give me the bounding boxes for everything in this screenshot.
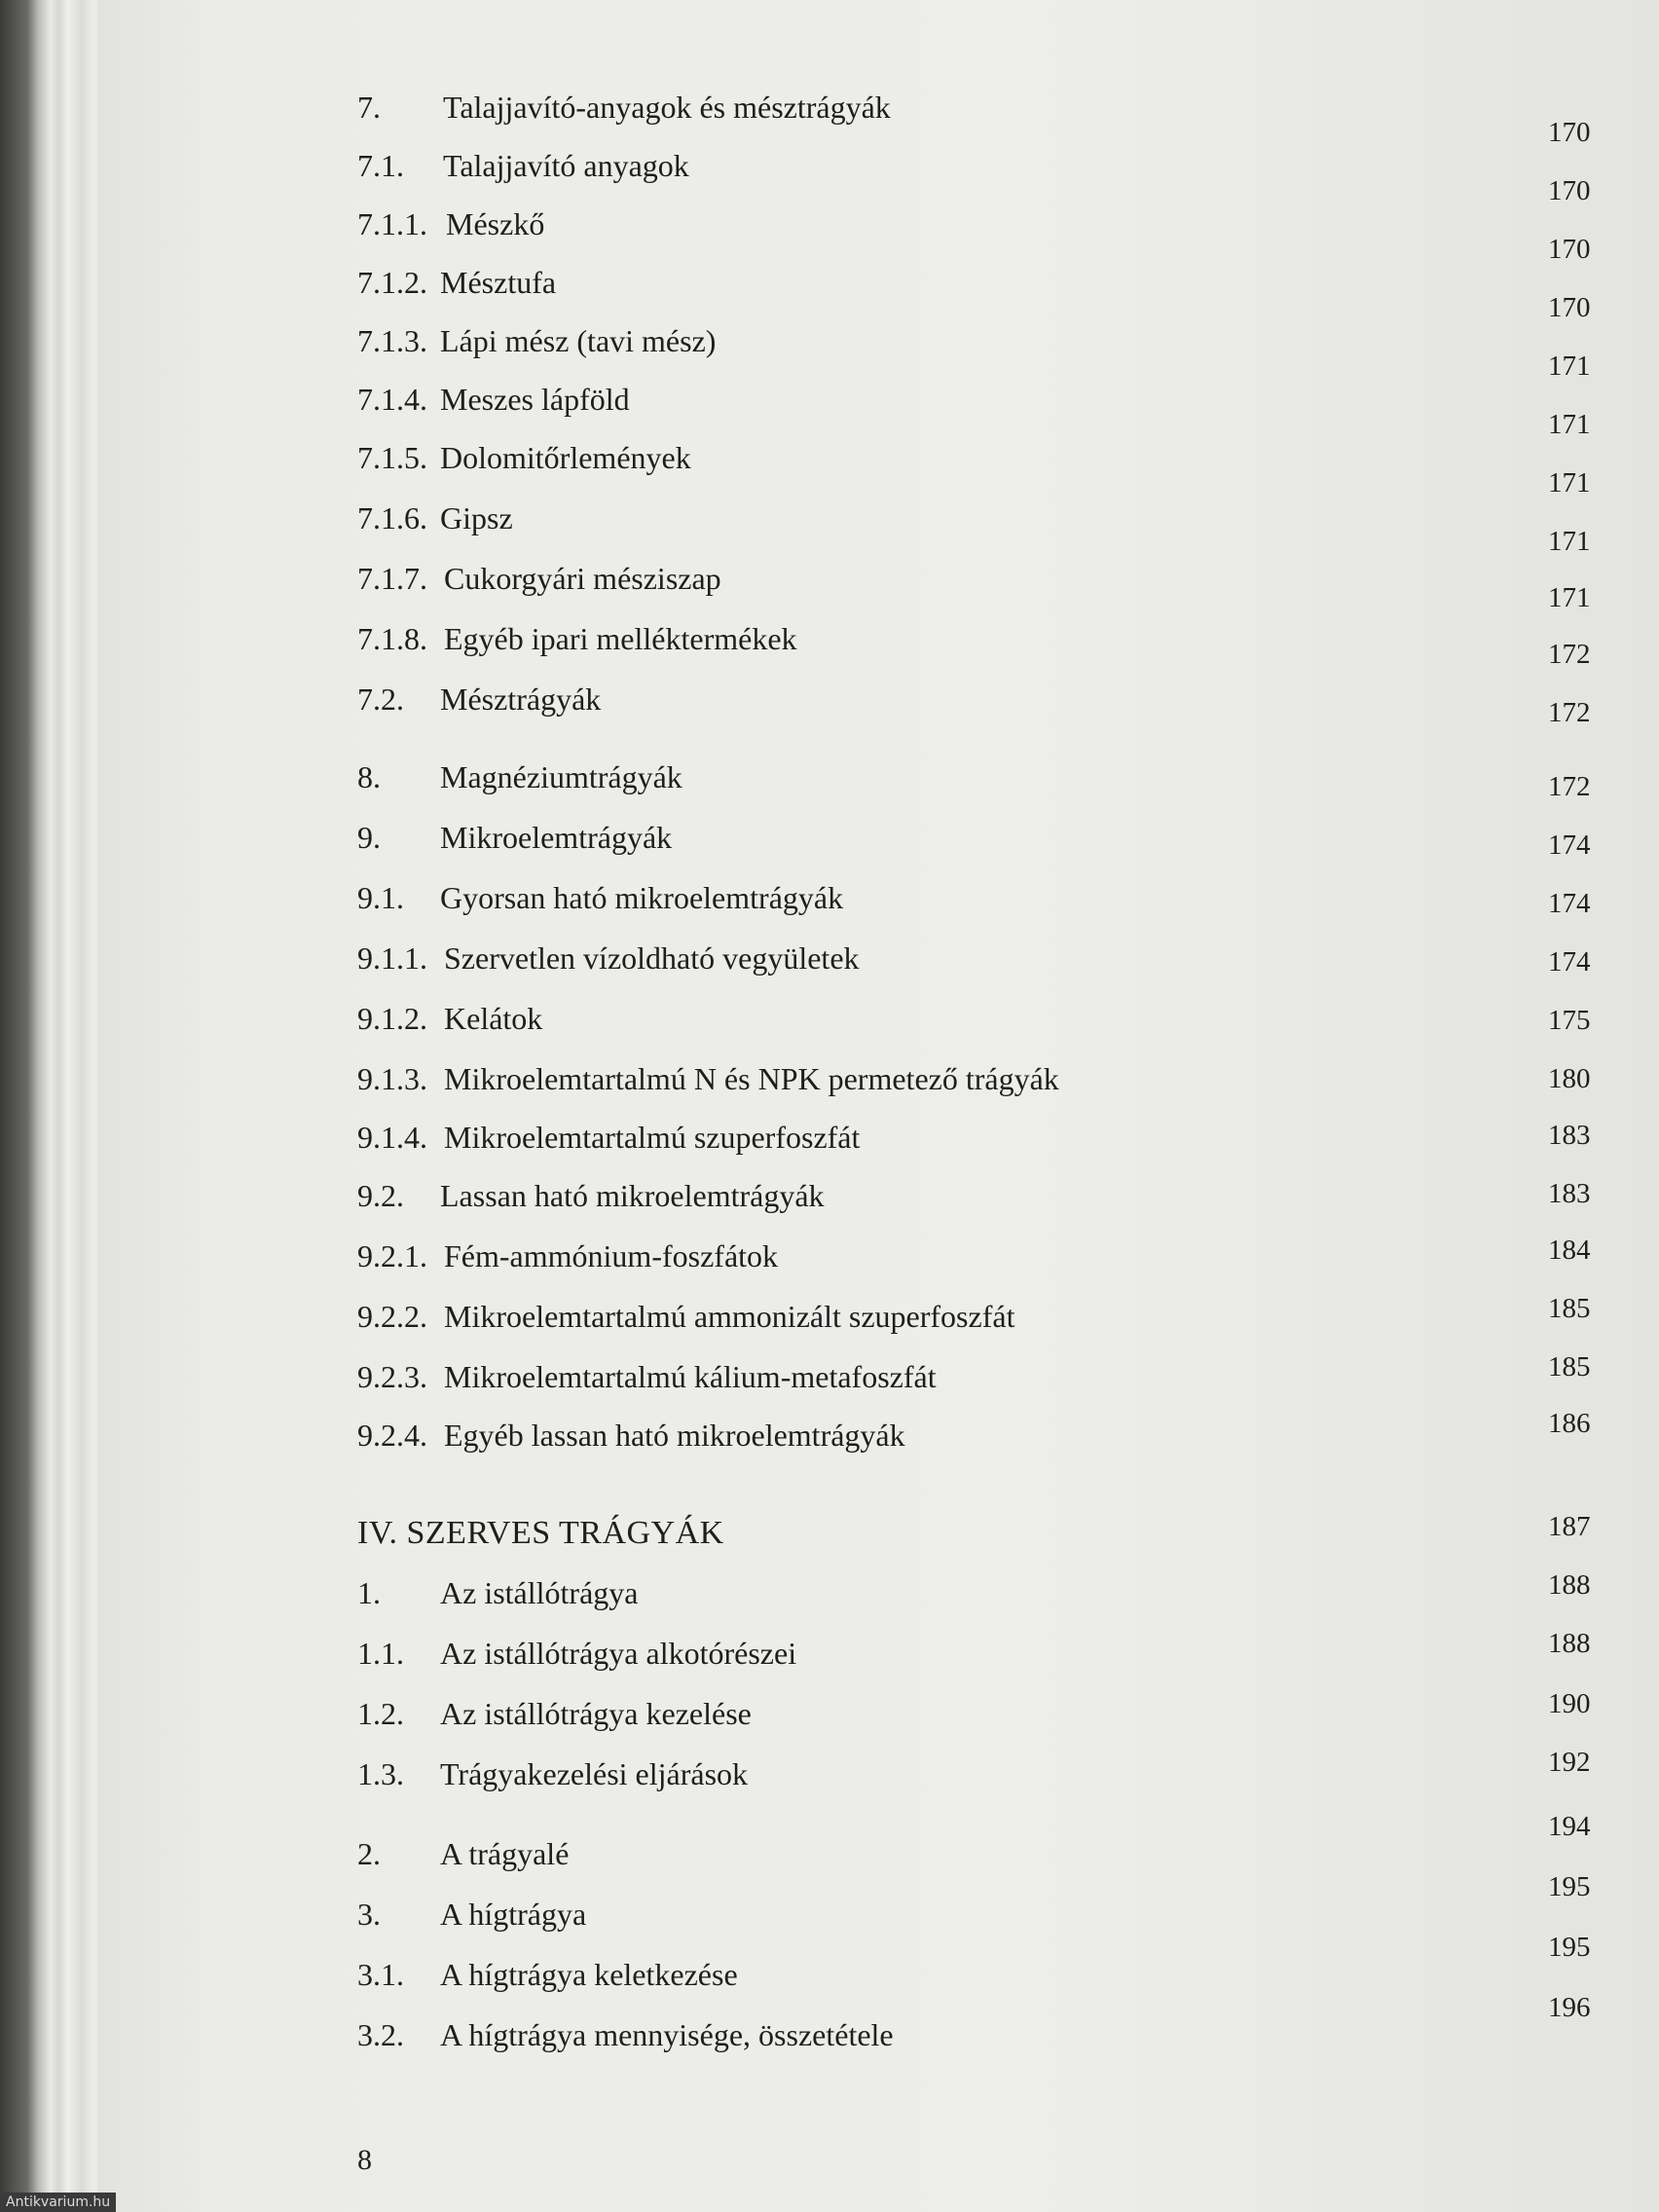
entry-number: 9.1.4.: [357, 1120, 427, 1155]
entry-page: 170: [1548, 234, 1591, 265]
entry-page: 185: [1548, 1293, 1591, 1324]
entry-title: Az istállótrágya: [440, 1575, 639, 1610]
entry-page: 183: [1548, 1178, 1591, 1209]
entry-number: 7.1.3.: [357, 323, 427, 358]
entry-page: 195: [1548, 1932, 1591, 1963]
entry-number: 7.1.6.: [357, 500, 427, 535]
entry-page: 190: [1548, 1688, 1591, 1719]
section-page: 187: [1548, 1511, 1591, 1542]
entry-title: Egyéb ipari melléktermékek: [444, 621, 797, 656]
entry-title: A hígtrágya keletkezése: [440, 1957, 738, 1992]
toc-entry: [0, 759, 1659, 802]
entry-page: 180: [1548, 1063, 1591, 1094]
entry-page: 188: [1548, 1628, 1591, 1659]
toc-entry: [0, 1628, 1659, 1678]
entry-page: 171: [1548, 582, 1591, 613]
entry-page: 184: [1548, 1235, 1591, 1266]
entry-title: Dolomitőrlemények: [440, 440, 691, 475]
toc-entry: [0, 1688, 1659, 1739]
entry-title: Mikroelemtartalmú ammonizált szuperfoszfát: [444, 1299, 1015, 1334]
entry-number: 7.2.: [357, 682, 404, 717]
toc-entry: [0, 1061, 1659, 1104]
entry-title: Fém-ammónium-foszfátok: [444, 1238, 779, 1273]
entry-number: 1.3.: [357, 1756, 404, 1791]
entry-page: 174: [1548, 830, 1591, 861]
entry-number: 7.1.4.: [357, 382, 427, 417]
entry-title: Egyéb lassan ható mikroelemtrágyák: [444, 1418, 905, 1453]
toc-entry: [0, 500, 1659, 557]
toc-entry: [0, 940, 1659, 983]
toc-entry: [0, 561, 1659, 613]
entry-number: 1.: [357, 1575, 381, 1610]
entry-page: 171: [1548, 350, 1591, 382]
entry-number: 3.: [357, 1897, 381, 1932]
entry-title: A trágyalé: [440, 1836, 570, 1871]
entry-number: 9.2.2.: [357, 1299, 427, 1334]
section-title: IV. SZERVES TRÁGYÁK: [357, 1515, 724, 1551]
entry-number: 2.: [357, 1836, 381, 1871]
entry-page: 194: [1548, 1811, 1591, 1842]
toc-entry: [0, 1293, 1659, 1342]
toc-entry: [0, 1235, 1659, 1281]
entry-number: 9.1.1.: [357, 940, 427, 976]
entry-page: 171: [1548, 467, 1591, 498]
entry-number: 1.2.: [357, 1696, 404, 1731]
entry-page: 175: [1548, 1005, 1591, 1036]
toc-entry: [0, 1932, 1659, 2000]
toc-entry: [0, 1569, 1659, 1618]
entry-number: 9.1.: [357, 880, 404, 915]
entry-page: 186: [1548, 1408, 1591, 1439]
toc-entry: [0, 1120, 1659, 1162]
entry-title: Gipsz: [440, 500, 513, 535]
entry-number: 9.1.2.: [357, 1001, 427, 1036]
entry-title: Mésztufa: [440, 265, 557, 300]
entry-page: 185: [1548, 1351, 1591, 1382]
entry-page: 174: [1548, 946, 1591, 977]
entry-number: 7.1.5.: [357, 440, 427, 475]
entry-title: Szervetlen vízoldható vegyületek: [444, 940, 860, 976]
section-heading: [0, 1511, 1659, 1558]
toc-entry: [0, 1408, 1659, 1460]
entry-title: A hígtrágya: [440, 1897, 587, 1932]
entry-number: 3.2.: [357, 2017, 404, 2052]
entry-title: Kelátok: [444, 1001, 543, 1036]
entry-title: Mészkő: [446, 206, 545, 241]
entry-page: 172: [1548, 697, 1591, 728]
entry-page: 196: [1548, 1992, 1591, 2023]
entry-title: A hígtrágya mennyisége, összetétele: [440, 2017, 894, 2052]
entry-number: 7.1.1.: [357, 206, 427, 241]
entry-number: 7.1.2.: [357, 265, 427, 300]
entry-title: Lassan ható mikroelemtrágyák: [440, 1178, 825, 1213]
entry-page: 170: [1548, 117, 1591, 148]
toc-entry: [0, 323, 1659, 382]
entry-number: 7.1.8.: [357, 621, 427, 656]
toc-entry: [0, 206, 1659, 265]
entry-title: Az istállótrágya alkotórészei: [440, 1636, 797, 1671]
entry-page: 192: [1548, 1747, 1591, 1778]
entry-page: 171: [1548, 409, 1591, 440]
entry-number: 9.2.4.: [357, 1418, 427, 1453]
entry-title: Talajjavító-anyagok és mésztrágyák: [443, 90, 891, 125]
entry-number: 1.1.: [357, 1636, 404, 1671]
toc-entry: [0, 1001, 1659, 1044]
toc-entry: [0, 682, 1659, 728]
entry-page: 174: [1548, 888, 1591, 919]
toc-entry: [0, 1178, 1659, 1221]
entry-page: 171: [1548, 526, 1591, 557]
entry-title: Mésztrágyák: [440, 682, 602, 717]
entry-page: 188: [1548, 1569, 1591, 1601]
entry-title: Trágyakezelési eljárások: [440, 1756, 749, 1791]
toc-entry: [0, 1811, 1659, 1879]
toc-entry: [0, 1871, 1659, 1939]
toc-entry: [0, 382, 1659, 440]
entry-title: Az istállótrágya kezelése: [440, 1696, 752, 1731]
entry-number: 8.: [357, 759, 381, 794]
entry-page: 183: [1548, 1120, 1591, 1151]
toc-entry: [0, 440, 1659, 498]
entry-page: 195: [1548, 1871, 1591, 1902]
entry-number: 9.: [357, 820, 381, 855]
toc-entry: [0, 1992, 1659, 2060]
entry-page: 172: [1548, 639, 1591, 670]
toc-entry: [0, 90, 1659, 148]
toc-entry: [0, 1351, 1659, 1402]
toc-entry: [0, 265, 1659, 323]
entry-number: 7.1.: [357, 148, 404, 183]
toc-entry: [0, 621, 1659, 670]
entry-number: 9.2.: [357, 1178, 404, 1213]
entry-number: 9.2.1.: [357, 1238, 427, 1273]
entry-page: 172: [1548, 771, 1591, 802]
entry-title: Mikroelemtartalmú szuperfoszfát: [444, 1120, 861, 1155]
toc-entry: [0, 1747, 1659, 1799]
page-number: 8: [357, 2144, 372, 2176]
entry-page: 170: [1548, 175, 1591, 206]
entry-number: 9.1.3.: [357, 1061, 427, 1096]
entry-number: 9.2.3.: [357, 1359, 427, 1394]
toc-entry: [0, 880, 1659, 923]
entry-number: 7.: [357, 90, 381, 125]
entry-title: Meszes lápföld: [440, 382, 630, 417]
entry-title: Mikroelemtartalmú kálium-metafoszfát: [444, 1359, 937, 1394]
entry-title: Lápi mész (tavi mész): [440, 323, 717, 358]
entry-title: Cukorgyári mésziszap: [444, 561, 721, 596]
entry-page: 170: [1548, 292, 1591, 323]
entry-title: Talajjavító anyagok: [443, 148, 689, 183]
toc-entry: [0, 820, 1659, 863]
entry-title: Gyorsan ható mikroelemtrágyák: [440, 880, 844, 915]
entry-title: Magnéziumtrágyák: [440, 759, 682, 794]
entry-number: 7.1.7.: [357, 561, 427, 596]
entry-title: Mikroelemtrágyák: [440, 820, 673, 855]
entry-title: Mikroelemtartalmú N és NPK permetező trágyák: [444, 1061, 1059, 1096]
watermark-badge: Antikvarium.hu: [0, 2193, 116, 2212]
entry-number: 3.1.: [357, 1957, 404, 1992]
toc-entry: [0, 148, 1659, 206]
